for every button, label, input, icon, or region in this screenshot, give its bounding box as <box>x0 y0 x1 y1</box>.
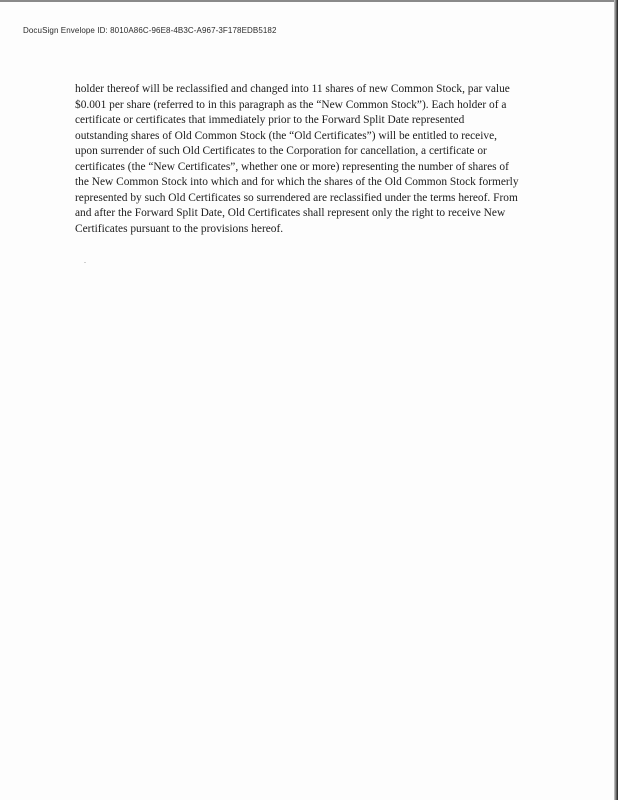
paragraph-line: the New Common Stock into which and for which the shares of the Old Common Stock formerly <box>75 176 519 188</box>
paragraph-line: certificates (the “New Certificates”, whether one or more) representing the number of shares of <box>75 160 509 173</box>
docusign-envelope-id: DocuSign Envelope ID: 8010A86C-96E8-4B3C-A967-3F178EDB5182 <box>23 26 277 35</box>
paragraph-line: upon surrender of such Old Certificates to the Corporation for cancellation, a certificate or <box>75 145 487 157</box>
scan-right-edge <box>614 0 618 800</box>
paragraph-line: Certificates pursuant to the provisions hereof. <box>75 222 284 235</box>
scan-speck <box>84 262 86 263</box>
paragraph-line: certificate or certificates that immediately prior to the Forward Split Date represented <box>75 114 465 126</box>
paragraph-line: represented by such Old Certificates so surrendered are reclassified under the terms hereof. From <box>75 191 518 204</box>
body-paragraph <box>75 82 545 237</box>
paragraph-line: and after the Forward Split Date, Old Certificates shall represent only the right to receive New <box>75 207 506 219</box>
paragraph-line: outstanding shares of Old Common Stock (the “Old Certificates”) will be entitled to receive, <box>75 129 497 142</box>
scan-top-edge <box>0 0 618 2</box>
paragraph-line: $0.001 per share (referred to in this paragraph as the “New Common Stock”). Each holder of a <box>75 98 507 111</box>
paragraph-line: holder thereof will be reclassified and changed into 11 shares of new Common Stock, par value <box>75 83 510 95</box>
